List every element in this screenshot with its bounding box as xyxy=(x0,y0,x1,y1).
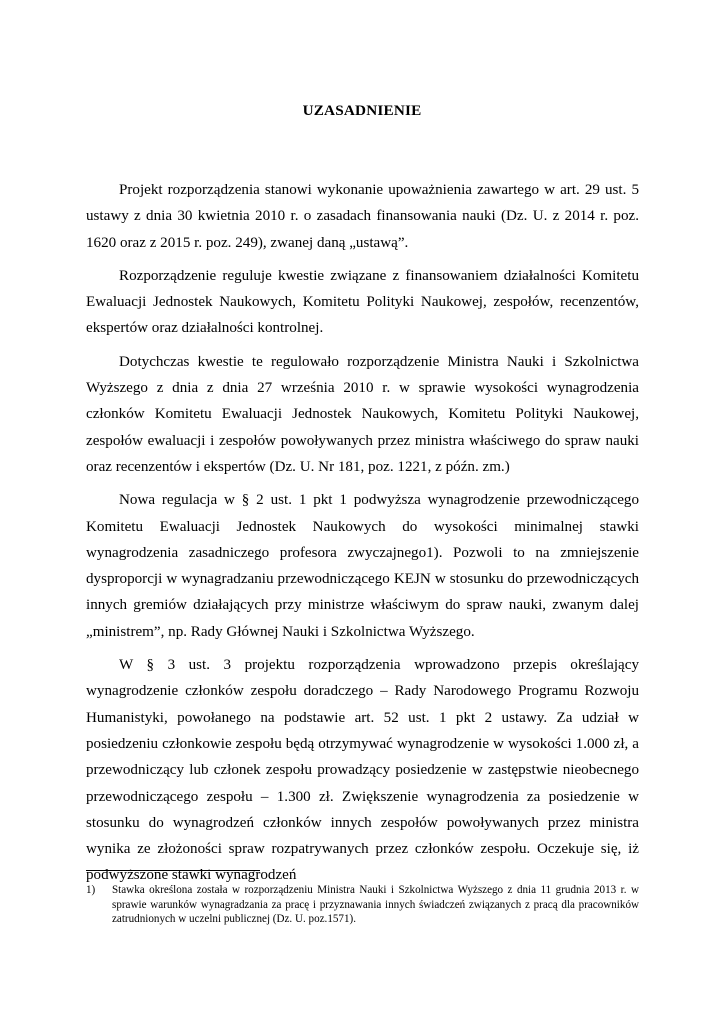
document-body xyxy=(86,177,639,896)
footnote-number: 1) xyxy=(86,884,96,896)
footnote xyxy=(86,883,639,927)
document-title: UZASADNIENIE xyxy=(302,102,422,119)
paragraph-5: W § 3 ust. 3 projektu rozporządzenia wprowadzono przepis określający wynagrodzenie członków zespołu doradczego – Rady Narodowego Programu Rozwoju Humanistyki, powołanego na podstawie art. 52 ust. 1 pkt 2 ustawy. Za udział w posiedzeniu członkowie zespołu będą otrzymywać wynagrodzenie w wysokości 1.000 zł, a przewodniczący lub członek zespołu prowadzący posiedzenie w zastępstwie nieobecnego przewodniczącego zespołu – 1.300 zł. Zwiększenie wynagrodzenia za posiedzenie w stosunku do wynagrodzeń członków innych zespołów powoływanych przez ministra wynika ze złożoności spraw rozpatrywanych przez członków zespołu. Oczekuje się, iż podwyższone stawki wynagrodzeń xyxy=(86,657,639,884)
paragraph-1: Projekt rozporządzenia stanowi wykonanie upoważnienia zawartego w art. 29 ust. 5 ustawy z dnia 30 kwietnia 2010 r. o zasadach finansowania nauki (Dz. U. z 2014 r. poz. 1620 oraz z 2015 r. poz. 249), zwanej daną „ustawą”. xyxy=(86,182,639,251)
paragraph-2: Rozporządzenie reguluje kwestie związane z finansowaniem działalności Komitetu Ewaluacji Jednostek Naukowych, Komitetu Polityki Naukowej, zespołów, recenzentów, ekspertów oraz działalności kontrolnej. xyxy=(86,267,639,337)
footnote-divider xyxy=(86,870,260,871)
paragraph-3: Dotychczas kwestie te regulowało rozporządzenie Ministra Nauki i Szkolnictwa Wyższego z dnia z dnia 27 września 2010 r. w sprawie wysokości wynagrodzenia członków Komitetu Ewaluacji Jednostek Naukowych, Komitetu Polityki Naukowej, zespołów ewaluacji i zespołów powoływanych przez ministra właściwego do spraw nauki oraz recenzentów i ekspertów (Dz. U. Nr 181, poz. 1221, z późn. zm.) xyxy=(86,353,639,475)
footnote-text: Stawka określona została w rozporządzeniu Ministra Nauki i Szkolnictwa Wyższego z dnia 11 grudnia 2013 r. w sprawie warunków wynagradzania za pracę i przyznawania innych świadczeń związanych z pracą dla pracowników zatrudnionych w uczelni publicznej (Dz. U. poz.1571). xyxy=(112,884,639,926)
paragraph-4: Nowa regulacja w § 2 ust. 1 pkt 1 podwyższa wynagrodzenie przewodniczącego Komitetu Ewaluacji Jednostek Naukowych do wysokości minimalnej stawki wynagrodzenia zasadniczego profesora zwyczajnego1). Pozwoli to na zmniejszenie dysproporcji w wynagradzaniu przewodniczącego KEJN w stosunku do przewodniczących innych gremiów działających przy ministrze właściwym do spraw nauki, zwanym dalej „ministrem”, np. Rady Głównej Nauki i Szkolnictwa Wyższego. xyxy=(86,492,639,640)
